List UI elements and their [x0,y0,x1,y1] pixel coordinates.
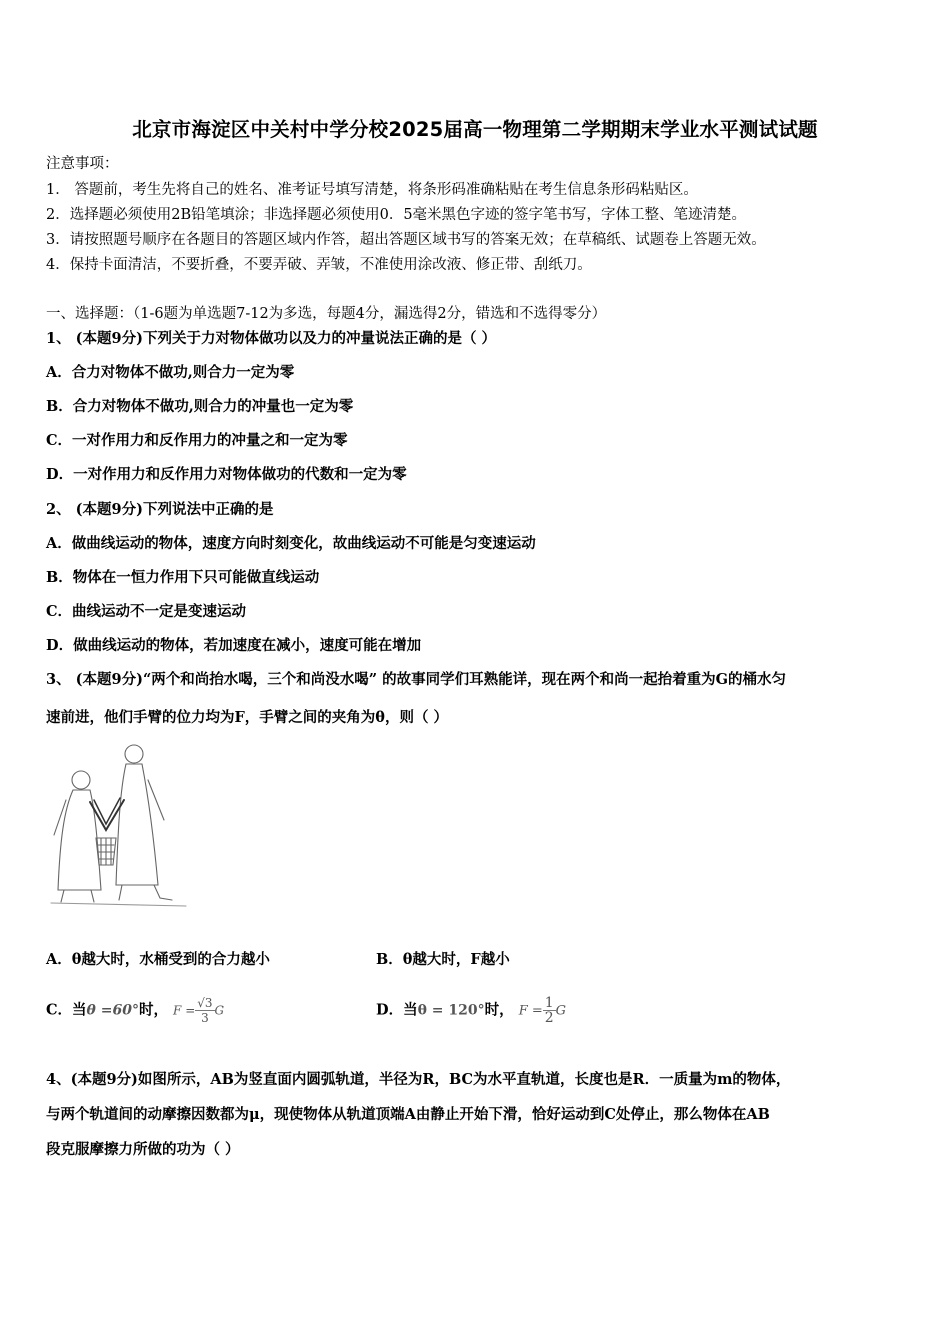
q3-stem-line2: 速前进，他们手臂的位力均为F，手臂之间的夹角为θ，则（ ） [46,709,449,726]
q1-stem: 1、 (本题9分)下列关于力对物体做功以及力的冲量说法正确的是（ ） [46,330,496,347]
notice-item-3: 3．请按照题号顺序在各题目的答题区域内作答，超出答题区域书写的答案无效；在草稿纸、试题卷上答题无效。 [46,232,766,248]
q4-line2: 与两个轨道间的动摩擦因数都为μ，现使物体从轨道顶端A由静止开始下滑，恰好运动到C处停止，那么物体在AB [46,1106,770,1123]
q2-option-c: C．曲线运动不一定是变速运动 [46,603,247,620]
q3-option-c: C．当θ =60°时， F = $\frac{√3}{3}$ G [46,996,225,1025]
notice-heading: 注意事项： [46,156,119,172]
notice-item-2: 2．选择题必须使用2B铅笔填涂；非选择题必须使用0．5毫米黑色字迹的签字笔书写，字体工整、笔迹清楚。 [46,207,747,223]
page-title: 北京市海淀区中关村中学分校2025届高一物理第二学期期末学业水平测试试题 [132,118,818,141]
q2-option-d: D．做曲线运动的物体，若加速度在减小，速度可能在增加 [46,637,422,654]
q3-option-b: B．θ越大时，F越小 [376,951,510,968]
section-heading: 一、选择题：（1-6题为单选题7-12为多选，每题4分，漏选得2分，错选和不选得零分） [46,306,607,322]
notice-item-1: 1． 答题前，考生先将自己的姓名、准考证号填写清楚，将条形码准确粘贴在考生信息条形码粘贴区。 [46,182,698,198]
q1-option-a: A．合力对物体不做功,则合力一定为零 [46,364,295,381]
q4-line1: 4、(本题9分)如图所示，AB为竖直面内圆弧轨道，半径为R，BC为水平直轨道，长度也是R．一质量为m的物体， [46,1071,791,1088]
notice-item-4: 4．保持卡面清洁，不要折叠，不要弄破、弄皱，不准使用涂改液、修正带、刮纸刀。 [46,257,592,273]
q2-option-b: B．物体在一恒力作用下只可能做直线运动 [46,569,320,586]
q1-option-b: B．合力对物体不做功,则合力的冲量也一定为零 [46,398,354,415]
q2-stem: 2、 (本题9分)下列说法中正确的是 [46,501,274,518]
q3-option-a: A．θ越大时，水桶受到的合力越小 [46,951,270,968]
q2-option-a: A．做曲线运动的物体，速度方向时刻变化，故曲线运动不可能是匀变速运动 [46,535,536,552]
q1-option-c: C．一对作用力和反作用力的冲量之和一定为零 [46,432,348,449]
q4-line3: 段克服摩擦力所做的功为（ ） [46,1141,240,1158]
q3-option-d: D．当θ = 120°时， F = $\frac{1}{2}$ G [376,995,567,1026]
q1-option-d: D．一对作用力和反作用力对物体做功的代数和一定为零 [46,466,407,483]
monks-carrying-bucket-illustration [46,740,196,910]
q3-stem-line1: 3、 (本题9分)“两个和尚抬水喝，三个和尚没水喝” 的故事同学们耳熟能详，现在两个和尚一起抬着重为G的桶水匀 [46,671,787,688]
